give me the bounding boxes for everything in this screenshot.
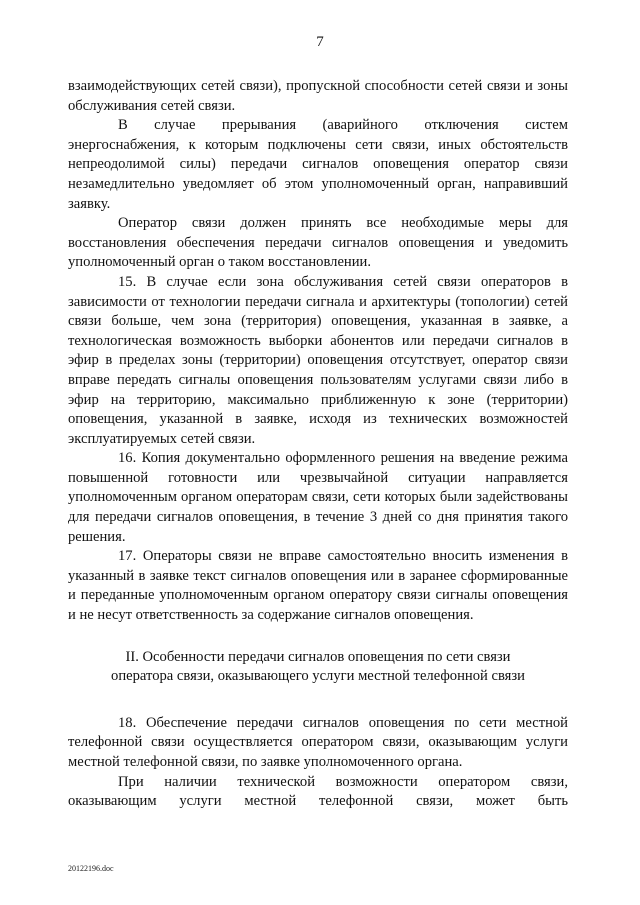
section-heading-line2: оператора связи, оказывающего услуги местной телефонной связи — [111, 668, 525, 685]
footer-filename: 20122196.doc — [68, 864, 114, 873]
paragraph: 17. Операторы связи не вправе самостоятельно вносить изменения в указанный в заявке текст сигналов оповещения или в заранее сформированные и переданные уполномоченным органом оператору связи сигналы оповещения и не несут ответственность за содержание сигналов оповещения. — [68, 548, 568, 624]
paragraph: При наличии технической возможности оператором связи, оказывающим услуги местной телефонной связи, может быть — [68, 773, 568, 810]
paragraph: взаимодействующих сетей связи), пропускной способности сетей связи и зоны обслуживания сетей связи. — [68, 78, 568, 114]
section-heading-line1: II. Особенности передачи сигналов оповещения по сети связи — [125, 648, 511, 665]
paragraph: В случае прерывания (аварийного отключения систем энергоснабжения, к которым подключены сети связи, иных обстоятельств непреодолимой силы) передачи сигналов оповещения оператор связи незамедлительно уведомляет об этом уполномоченный орган, направивший заявку. — [68, 117, 568, 212]
body-text — [68, 77, 568, 812]
paragraph: Оператор связи должен принять все необходимые меры для восстановления обеспечения передачи сигналов оповещения и уведомить уполномоченный орган о таком восстановлении. — [68, 215, 568, 271]
paragraph: 18. Обеспечение передачи сигналов оповещения по сети местной телефонной связи осуществляется оператором связи, оказывающим услуги местной телефонной связи, по заявке уполномоченного органа. — [68, 714, 568, 770]
page-number: 7 — [316, 34, 324, 50]
paragraph: 16. Копия документально оформленного решения на введение режима повышенной готовности или чрезвычайной ситуации направляется уполномоченным органом операторам связи, сети которых были задействованы для передачи сигналов оповещения, в течение 3 дней со дня принятия такого решения. — [68, 450, 568, 545]
paragraph: 15. В случае если зона обслуживания сетей связи операторов в зависимости от технологии передачи сигнала и архитектуры (топологии) сетей связи больше, чем зона (территория) оповещения, указанная в заявке, а технологическая возможность выборки абонентов или передачи сигналов в эфир в пределах зоны (территории) оповещения отсутствует, оператор связи вправе передать сигналы оповещения пользователям услугами связи либо в эфир на территорию, максимально приближенную к зоне (территории) оповещения, указанной в заявке, исходя из технических возможностей эксплуатируемых сетей связи. — [68, 273, 568, 447]
section-heading — [68, 648, 568, 687]
